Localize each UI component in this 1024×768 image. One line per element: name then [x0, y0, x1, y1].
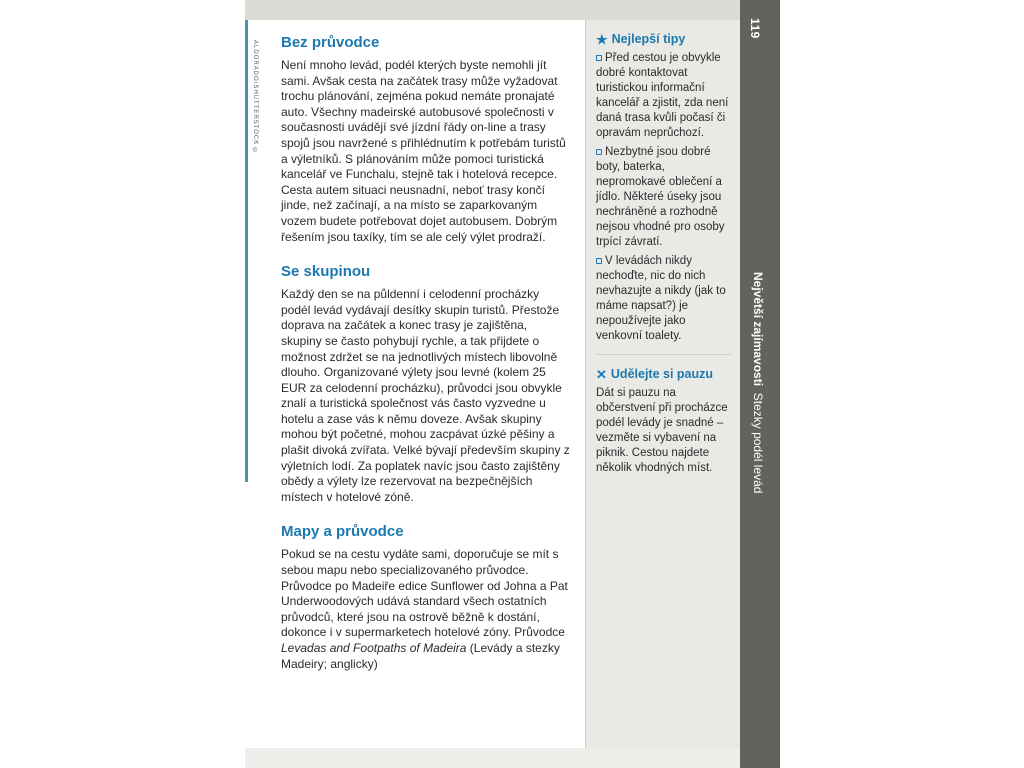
- tip-text: Nezbytné jsou dobré boty, baterka, nepromokavé oblečení a jídlo. Některé úseky jsou nechráněné a rozhodně nejsou vhodné pro osoby trpící závratí.: [596, 146, 725, 248]
- section-text-bez-pruvodce: Není mnoho levád, podél kterých byste nemohli jít sami. Avšak cesta na začátek trasy může vyžadovat trochu plánování, zejména pokud nemáte pronajaté auto. Všechny madeirské autobusové společnosti v současnosti uvádějí své jízdní řády on-line a trasy spojů jsou navržené s přihlédnutím k potřebám turistů a výletníků. S plánováním může pomoci turistická kancelář ve Funchalu, stejně tak i hotelová recepce. Cesta autem situaci neusnadní, neboť trasy končí jinde, než začínají, a na místo se zaparkovaným vozem budete potřebovat dojet autobusem. Dobrým řešením jsou taxíky, tím se ale celý výlet prodraží.: [281, 58, 566, 244]
- section-heading-mapy: Mapy a průvodce: [281, 523, 404, 541]
- section-heading-se-skupinou: Se skupinou: [281, 263, 371, 281]
- photo-edge-strip: [245, 20, 248, 482]
- section-text-mapy: [281, 547, 571, 672]
- tip-text: Před cestou je obvykle dobré kontaktovat turistickou informační kancelář a zjistit, zda není daná trasa kvůli počasí či opravám neprůchozí.: [596, 52, 729, 139]
- pauza-text: Dát si pauzu na občerstvení při procházce podél levády je snadné – vezměte si vybavení na piknik. Cestou najdete několik vhodných míst.: [596, 387, 728, 474]
- sidebar-divider: [596, 354, 731, 355]
- tip-item: [596, 51, 731, 141]
- photo-credit: ALDORADO/SHUTTERSTOCK ©: [252, 40, 258, 155]
- tip-item: [596, 145, 731, 250]
- bullet-icon: [596, 55, 602, 61]
- mapy-text-after: (Levády a stezky Madeiry; anglicky): [281, 641, 560, 671]
- star-icon: ★: [596, 32, 608, 47]
- chapter-label-bold: Největší zajímavosti: [751, 272, 765, 387]
- chapter-label-regular: Stezky podél levád: [751, 392, 765, 494]
- section-text-se-skupinou: Každý den se na půldenní i celodenní procházky podél levád vydávají desítky skupin turistů. Přestože doprava na začátek a konec trasy je zajištěna, skupiny se často pohybují rychle, a tak přijdete o možnost zdržet se na jednotlivých místech libovolně dlouho. Organizované výlety jsou levné (kolem 25 EUR za celodenní procházku), průvodci jsou obvykle znalí a turistická společnost vás často vyzvedne u hotelu a zase vás k němu doveze. Avšak skupiny mohou být početné, mohou zacpávat úzké pěšiny a plašit divoká zvířata. Velké bývají především skupiny z výletních lodí. Za poplatek navíc jsou často zajištěny obědy a výlety lze rezervovat na bezpečnějších místech v hotelové zóně.: [281, 287, 570, 504]
- mapy-book-title: Levadas and Footpaths of Madeira: [281, 641, 467, 655]
- page-bottom-band: [245, 748, 740, 768]
- mapy-text-before: Pokud se na cestu vydáte sami, doporučuje se mít s sebou mapu nebo specializovaného průvodce. Průvodce po Madeiře edice Sunflower od Johna a Pat Underwoodových udává standard všech ostatních průvodců, které jsou na ostrově běžně k dostání, dokonce i v supermarketech hotelové zóny. Průvodce: [281, 547, 568, 640]
- bullet-icon: [596, 258, 602, 264]
- page-top-band: [245, 0, 740, 20]
- chapter-label: [750, 272, 766, 493]
- fork-knife-icon: ✕: [596, 367, 607, 382]
- tips-title-text: Nejlepší tipy: [611, 32, 686, 46]
- page-number: 119: [748, 18, 762, 39]
- pauza-title: [596, 367, 731, 382]
- main-column: [281, 30, 571, 690]
- tips-title: [596, 32, 731, 47]
- section-heading-bez-pruvodce: Bez průvodce: [281, 34, 380, 51]
- chapter-tab: [740, 0, 780, 768]
- pauza-title-text: Udělejte si pauzu: [610, 367, 714, 381]
- tip-item: [596, 254, 731, 344]
- tip-text: V levádách nikdy nechoďte, nic do nich nevhazujte a nikdy (jak to máme napsat?) je nepoužívejte jako venkovní toalety.: [596, 255, 726, 342]
- bullet-icon: [596, 149, 602, 155]
- sidebar: [585, 20, 741, 748]
